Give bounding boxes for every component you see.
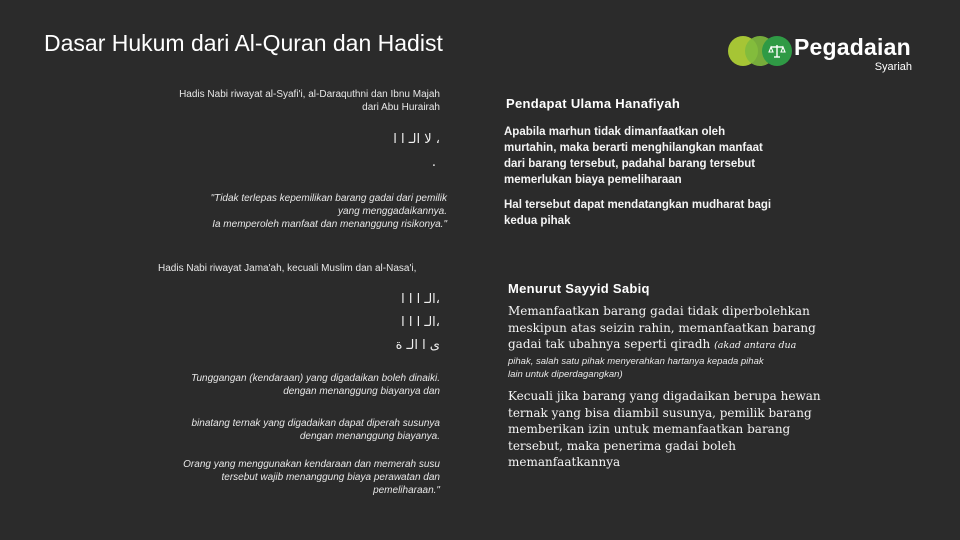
hadis2-source: Hadis Nabi riwayat Jama'ah, kecuali Muslim dan al-Nasa'i, — [158, 263, 417, 274]
translation-line: Tunggangan (kendaraan) yang digadaikan boleh dinaiki. — [191, 373, 440, 384]
hadis1-source-line: dari Abu Hurairah — [362, 102, 440, 113]
hanafiyah-paragraph-1 — [504, 124, 814, 188]
translation-line: yang menggadaikannya. — [338, 206, 447, 217]
paragraph-line: lain untuk diperdagangkan) — [508, 369, 623, 380]
logo-circle-dark — [762, 36, 792, 66]
translation-line: dengan menanggung biayanya dan — [283, 386, 440, 397]
scale-icon — [768, 43, 786, 59]
hadis2-arabic-line: الـ ا ا ا، — [401, 292, 440, 307]
translation-line: Orang yang menggunakan kendaraan dan memerah susu — [183, 459, 440, 470]
sabiq-paragraph-1 — [508, 303, 828, 355]
hadis1-source-line: Hadis Nabi riwayat al-Syafi'i, al-Daraquthni dan Ibnu Majah — [179, 89, 440, 100]
hadis2-arabic — [220, 288, 440, 357]
translation-line: Ia memperoleh manfaat dan menanggung risikonya." — [212, 219, 447, 230]
paragraph-line: murtahin, maka berarti menghilangkan manfaat — [504, 142, 763, 154]
paragraph-line: Hal tersebut dapat mendatangkan mudharat bagi — [504, 199, 772, 211]
sabiq-paragraph-2 — [508, 388, 828, 471]
heading-hanafiyah: Pendapat Ulama Hanafiyah — [506, 96, 681, 111]
hanafiyah-paragraph-2 — [504, 197, 814, 229]
paragraph-line: dari barang tersebut, padahal barang tersebut — [504, 158, 756, 170]
translation-line: "Tidak terlepas kepemilikan barang gadai dari pemilik — [210, 193, 447, 204]
translation-line: pemeliharaan." — [373, 485, 440, 496]
translation-line: dengan menanggung biayanya. — [299, 431, 440, 442]
hadis2-arabic-line: ى ا الـ ة — [395, 338, 440, 353]
logo-sub: Syariah — [874, 61, 912, 73]
logo-brand: Pegadaian — [794, 34, 911, 60]
hadis1-arabic-line: لا الـ ا ا ، — [393, 132, 440, 147]
paragraph-line: memberikan izin untuk memanfaatkan barang — [508, 422, 791, 436]
hadis1-translation — [110, 192, 447, 231]
hadis1-source — [110, 88, 440, 114]
hadis2-translation-2 — [120, 417, 440, 443]
paragraph-line: memerlukan biaya pemeliharaan — [504, 174, 682, 186]
slide-title: Dasar Hukum dari Al-Quran dan Hadist — [44, 30, 443, 56]
hadis1-arabic-line: . — [431, 155, 440, 170]
paragraph-line: kedua pihak — [504, 215, 571, 227]
paragraph-line: meskipun atas seizin rahin, memanfaatkan barang — [508, 320, 816, 335]
translation-line: binatang ternak yang digadaikan dapat diperah susunya — [191, 418, 440, 429]
paragraph-italic: (akad antara dua — [714, 340, 797, 351]
heading-sayyid-sabiq: Menurut Sayyid Sabiq — [508, 281, 650, 296]
paragraph-line: Kecuali jika barang yang digadaikan berupa hewan — [508, 389, 821, 403]
paragraph-line: ternak yang bisa diambil susunya, pemilik barang — [508, 405, 812, 420]
translation-line: tersebut wajib menanggung biaya perawatan dan — [221, 472, 440, 483]
hadis2-arabic-line: الـ ا ا ا، — [401, 315, 440, 330]
sabiq-italic-note — [508, 355, 828, 381]
pegadaian-syariah-logo — [728, 34, 918, 76]
hadis2-translation-1 — [120, 372, 440, 398]
paragraph-text: gadai tak ubahnya seperti qiradh — [508, 337, 711, 351]
paragraph-line — [508, 336, 828, 355]
paragraph-line: tersebut, maka penerima gadai boleh — [508, 438, 736, 453]
paragraph-line: Apabila marhun tidak dimanfaatkan oleh — [504, 126, 726, 138]
hadis2-translation-3 — [120, 458, 440, 497]
hadis1-arabic — [200, 132, 440, 170]
paragraph-line: memanfaatkannya — [508, 455, 621, 469]
paragraph-line: pihak, salah satu pihak menyerahkan hartanya kepada pihak — [508, 356, 764, 367]
paragraph-line: Memanfaatkan barang gadai tidak diperbolehkan — [508, 304, 810, 318]
